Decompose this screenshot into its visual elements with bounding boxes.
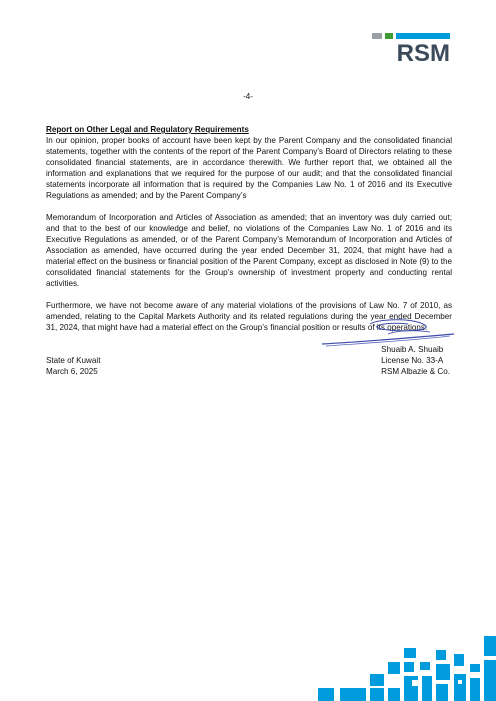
logo-bar-green <box>385 33 393 39</box>
logo-bar-grey <box>372 33 382 39</box>
signatory-name: Shuaib A. Shuaib <box>381 345 444 354</box>
location-date-block <box>46 355 100 377</box>
logo-bars <box>372 33 450 39</box>
footer-pixel-graphic <box>318 636 496 701</box>
report-date: March 6, 2025 <box>46 367 98 376</box>
rsm-logo <box>372 33 450 66</box>
signatory-firm: RSM Albazie & Co. <box>381 367 450 376</box>
paragraph-3: Furthermore, we have not become aware of any material violations of the provisions of Law No. 7 of 2010, as amended, relating to the Capital Markets Authority and its related regulations during the year ended December 31, 2024, that might have had a material effect on the Group’s financial position or results of its operations. <box>46 301 452 332</box>
logo-bar-blue <box>396 33 450 39</box>
paragraph-1: In our opinion, proper books of account have been kept by the Parent Company and the consolidated financial statements, together with the contents of the report of the Parent Company’s Board of Directors relating to these consolidated financial statements, are in accordance therewith. We further report that, we obtained all the information and explanations that we required for the purpose of our audit; and that the consolidated financial statements incorporate all information that is required by the Companies Law No. 1 of 2016 and its Executive Regulations as amended; and by the Parent Company’s <box>46 136 452 200</box>
logo-text: RSM <box>396 40 450 67</box>
location: State of Kuwait <box>46 356 101 365</box>
section-heading: Report on Other Legal and Regulatory Requirements <box>46 125 249 134</box>
signatory-license: License No. 33-A <box>381 356 444 365</box>
page-number: -4- <box>243 92 253 101</box>
paragraph-2: Memorandum of Incorporation and Articles of Association as amended; that an inventory was duly carried out; and that to the best of our knowledge and belief, no violations of the Companies Law No. 1 of 2016 and its Executive Regulations as amended, or of the Parent Company’s Memorandum of Incorporation and Articles of Association as amended, have occurred during the year ended December 31, 2024, that might have had a material effect on the business or financial position of the Parent Company, except as disclosed in Note (9) to the consolidated financial statements for the Group’s ownership of investment property and conducting rental activities. <box>46 213 452 288</box>
signatory-block <box>381 344 450 377</box>
report-body <box>46 124 452 344</box>
